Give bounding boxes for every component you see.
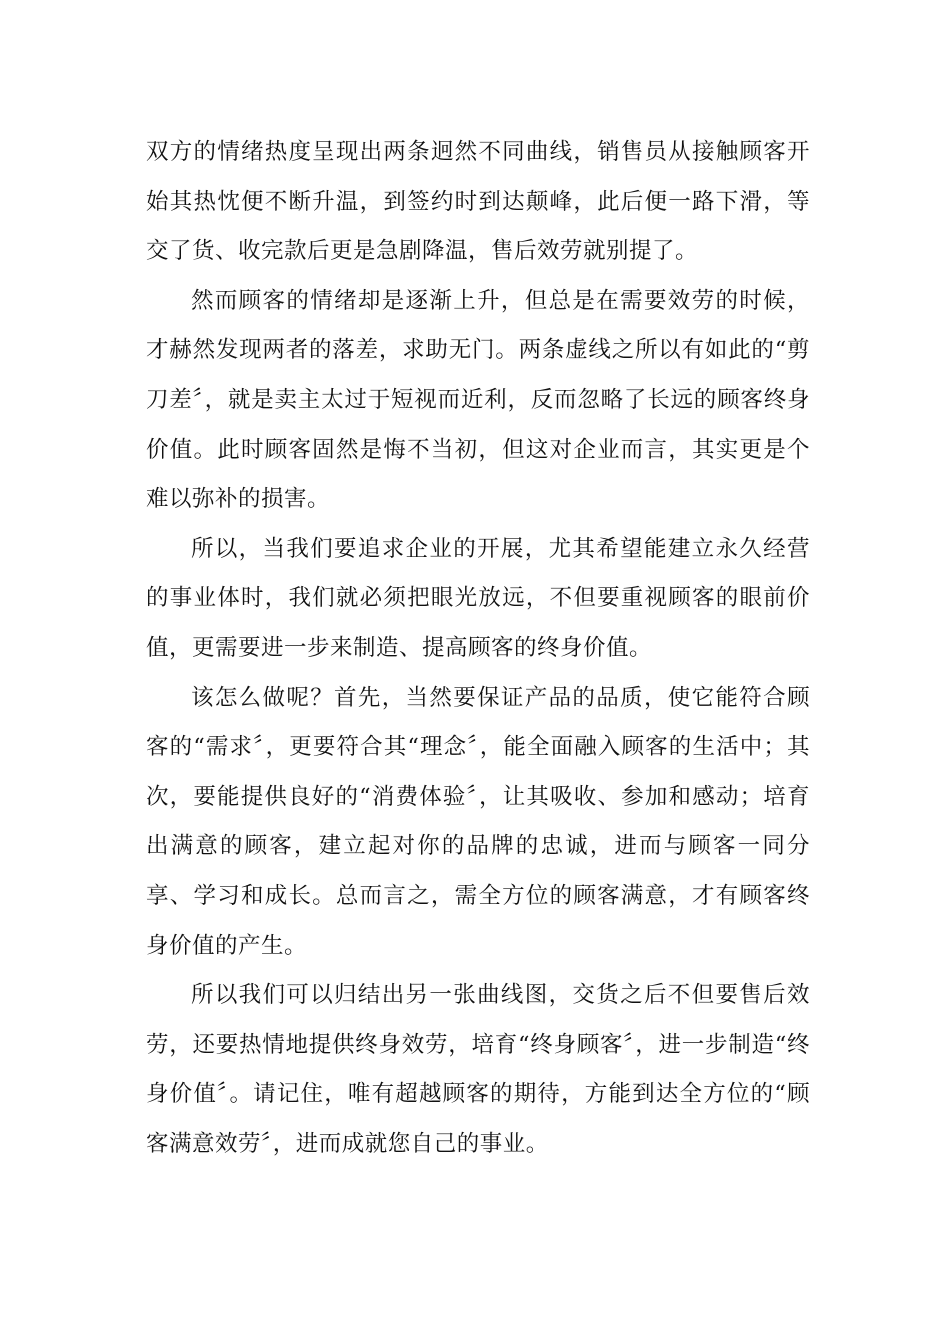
paragraph-1: 双方的情绪热度呈现出两条迥然不同曲线，销售员从接触顾客开始其热忱便不断升温，到签约时到达颠峰，此后便一路下滑，等交了货、收完款后更是急剧降温，售后效劳就别提了。	[146, 139, 810, 265]
paragraph-4: 该怎么做呢？首先，当然要保证产品的品质，使它能符合顾客的“需求〞，更要符合其“理念〞，能全面融入顾客的生活中；其次，要能提供良好的“消费体验〞，让其吸收、参加和感动；培育出满意的顾客，建立起对你的品牌的忠诚，进而与顾客一同分享、学习和成长。总而言之，需全方位的顾客满意，才有顾客终身价值的产生。	[146, 684, 810, 959]
paragraph-3: 所以，当我们要追求企业的开展，尤其希望能建立永久经营的事业体时，我们就必须把眼光放远，不但要重视顾客的眼前价值，更需要进一步来制造、提高顾客的终身价值。	[146, 535, 810, 661]
document-body	[146, 128, 810, 1169]
paragraph-2: 然而顾客的情绪却是逐渐上升，但总是在需要效劳的时候，才赫然发现两者的落差，求助无门。两条虚线之所以有如此的“剪刀差〞，就是卖主太过于短视而近利，反而忽略了长远的顾客终身价值。此时顾客固然是悔不当初，但这对企业而言，其实更是个难以弥补的损害。	[146, 287, 810, 513]
paragraph-5: 所以我们可以归结出另一张曲线图，交货之后不但要售后效劳，还要热情地提供终身效劳，培育“终身顾客〞，进一步制造“终身价值〞。请记住，唯有超越顾客的期待，方能到达全方位的“顾客满意效劳〞，进而成就您自己的事业。	[146, 982, 810, 1157]
